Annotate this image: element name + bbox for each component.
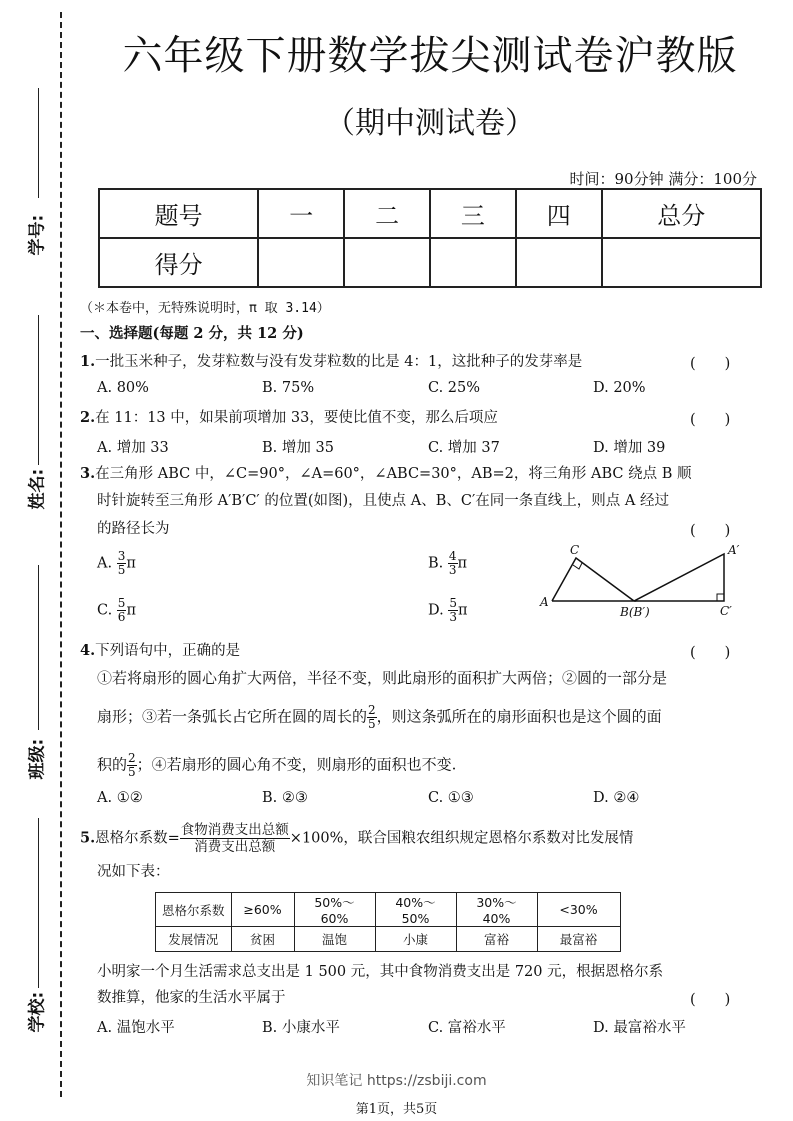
score-input-cell[interactable]: [344, 238, 430, 287]
question-text: 恩格尔系数=: [95, 830, 180, 847]
option-c: C. 富裕水平: [428, 1020, 506, 1036]
score-input-cell[interactable]: [430, 238, 516, 287]
option-b: [428, 550, 467, 577]
pi-symbol: π: [126, 602, 136, 619]
label-c: C: [570, 543, 580, 557]
question-5: [80, 822, 633, 855]
score-input-cell[interactable]: [602, 238, 761, 287]
score-table: [98, 188, 762, 288]
answer-bracket[interactable]: ( ): [690, 992, 731, 1008]
page-number: 第1页，共5页: [355, 1102, 438, 1117]
score-cell: 三: [430, 189, 516, 238]
question-number: 5.: [80, 829, 96, 847]
option-a: [97, 550, 136, 577]
student-no-line: [38, 88, 39, 198]
question-text: 在三角形 ABC 中，∠C=90°，∠A=60°，∠ABC=30°，AB=2，将三角形 ABC 绕点 B 顺: [95, 466, 692, 482]
question-text: 小明家一个月生活需求总支出是 1 500 元，其中食物消费支出是 720 元，根据恩格尔系: [97, 964, 664, 980]
page-subtitle: （期中测试卷）: [325, 106, 535, 141]
denominator: 3: [449, 610, 457, 624]
table-cell: 小康: [375, 927, 456, 952]
table-cell: 温饱: [294, 927, 375, 952]
option-d: D. 最富裕水平: [593, 1020, 686, 1036]
question-3: [80, 464, 692, 484]
score-cell: 题号: [99, 189, 258, 238]
option-label: A.: [97, 555, 113, 572]
score-cell: 四: [516, 189, 602, 238]
denominator: 6: [117, 610, 126, 624]
answer-bracket[interactable]: ( ): [690, 523, 731, 539]
table-cell: 发展情况: [156, 927, 232, 952]
label-a: A: [540, 595, 549, 609]
statement-line: [97, 752, 456, 779]
option-d: [428, 597, 468, 624]
answer-bracket[interactable]: ( ): [690, 645, 731, 661]
question-1: [80, 352, 582, 372]
option-c: C. 增加 37: [428, 440, 500, 456]
option-label: C.: [97, 602, 113, 619]
triangle-rotation-figure: [530, 540, 750, 620]
score-cell: 一: [258, 189, 344, 238]
label-a-prime: A′: [728, 543, 740, 557]
numerator: 5: [449, 596, 457, 610]
question-text: ×100%，联合国粮农组织规定恩格尔系数对比发展情: [289, 830, 634, 847]
pi-note: （＊本卷中，无特殊说明时，π 取 3.14）: [80, 301, 330, 316]
table-cell: 恩格尔系数: [156, 893, 232, 927]
label-c-prime: C′: [720, 604, 732, 618]
statement-text: ；④若扇形的圆心角不变，则扇形的面积也不变.: [136, 755, 457, 774]
denominator: 5: [128, 765, 136, 779]
table-cell: 贫困: [231, 927, 294, 952]
score-cell: 二: [344, 189, 430, 238]
fraction: [448, 550, 458, 577]
question-number: 3.: [80, 465, 96, 482]
student-no-label: 学号:: [27, 214, 48, 256]
name-line: [38, 315, 39, 465]
statement-text: 扇形；③若一条弧长占它所在圆的周长的: [97, 707, 368, 726]
time-info: 时间：90分钟 满分：100分: [569, 170, 757, 188]
score-input-cell[interactable]: [516, 238, 602, 287]
option-b: B. 增加 35: [262, 440, 334, 456]
fraction: [127, 752, 137, 779]
triangle-a2b2c2: [634, 554, 724, 601]
name-label: 姓名:: [27, 468, 48, 510]
denominator: 消费支出总额: [194, 839, 276, 855]
engel-table: [155, 892, 621, 952]
numerator: 2: [368, 703, 376, 717]
pi-symbol: π: [457, 555, 468, 572]
score-table-score-row: [99, 238, 761, 287]
option-a: A. ①②: [97, 790, 143, 806]
question-text: 一批玉米种子，发芽粒数与没有发芽粒数的比是 4：1，这批种子的发芽率是: [95, 354, 583, 370]
fraction: [448, 597, 458, 624]
section-heading: 一、选择题(每题 2 分，共 12 分): [80, 325, 304, 342]
right-angle-mark-c2: [717, 594, 724, 601]
option-d: D. 增加 39: [593, 440, 666, 456]
option-d: D. ②④: [593, 790, 640, 806]
table-cell: 富裕: [456, 927, 537, 952]
question-2: [80, 408, 498, 428]
numerator: 3: [117, 549, 126, 563]
option-b: B. ②③: [262, 790, 308, 806]
table-cell: <30%: [537, 893, 620, 927]
school-line: [38, 818, 39, 988]
binding-margin: [0, 0, 70, 1121]
score-cell: 得分: [99, 238, 258, 287]
pi-symbol: π: [126, 555, 136, 572]
answer-bracket[interactable]: ( ): [690, 356, 731, 372]
question-text: 的路径长为: [97, 521, 170, 537]
table-row: [156, 893, 621, 927]
table-cell: 30%～40%: [456, 893, 537, 927]
statement-line: ①若将扇形的圆心角扩大两倍，半径不变，则此扇形的面积扩大两倍；②圆的一部分是: [97, 669, 668, 687]
fraction: [117, 550, 127, 577]
triangle-abc: [552, 558, 634, 601]
score-input-cell[interactable]: [258, 238, 344, 287]
question-number: 2.: [80, 409, 96, 426]
statement-line: [97, 704, 662, 731]
option-d: D. 20%: [593, 380, 646, 396]
school-label: 学校:: [27, 991, 48, 1033]
question-number: 4.: [80, 642, 96, 659]
option-label: D.: [428, 602, 444, 619]
option-b: B. 75%: [262, 380, 315, 396]
table-cell: 最富裕: [537, 927, 620, 952]
numerator: 4: [448, 549, 457, 563]
class-label: 班级:: [27, 738, 48, 780]
option-a: A. 温饱水平: [97, 1020, 175, 1036]
table-cell: 50%～60%: [294, 893, 375, 927]
question-text: 下列语句中，正确的是: [95, 643, 241, 659]
answer-bracket[interactable]: ( ): [690, 412, 731, 428]
question-text: 在 11：13 中，如果前项增加 33，要使比值不变，那么后项应: [95, 410, 498, 426]
watermark-link[interactable]: 知识笔记 https://zsbiji.com: [306, 1073, 487, 1089]
table-cell: ≥60%: [231, 893, 294, 927]
question-text: 况如下表：: [97, 864, 170, 880]
option-c: [97, 597, 136, 624]
numerator: 2: [128, 751, 136, 765]
score-cell: 总分: [602, 189, 761, 238]
option-label: B.: [428, 555, 444, 572]
denominator: 3: [448, 563, 457, 577]
denominator: 5: [368, 717, 376, 731]
option-a: A. 增加 33: [97, 440, 169, 456]
statement-text: ，则这条弧所在的扇形面积也是这个圆的面: [376, 707, 662, 726]
option-a: A. 80%: [97, 380, 149, 396]
table-row: [156, 927, 621, 952]
statement-text: 积的: [97, 755, 128, 774]
table-cell: 40%～50%: [375, 893, 456, 927]
option-b: B. 小康水平: [262, 1020, 340, 1036]
fraction: [367, 704, 377, 731]
page-title: 六年级下册数学拔尖测试卷沪教版: [122, 33, 738, 79]
cut-line: [60, 12, 62, 1097]
fraction: [117, 597, 127, 624]
right-angle-mark-c: [573, 563, 582, 569]
question-text: 数推算，他家的生活水平属于: [97, 990, 286, 1006]
question-text: 时针旋转至三角形 A′B′C′ 的位置(如图)，且使点 A、B、C′在同一条直线上，则点 A 经过: [97, 493, 669, 509]
question-4: [80, 641, 240, 661]
class-line: [38, 565, 39, 730]
pi-symbol: π: [457, 602, 468, 619]
score-table-header-row: [99, 189, 761, 238]
option-c: C. 25%: [428, 380, 481, 396]
numerator: 食物消费支出总额: [180, 822, 289, 838]
engel-formula: [180, 822, 290, 855]
label-b: B(B′): [620, 605, 650, 619]
numerator: 5: [117, 596, 126, 610]
denominator: 5: [117, 563, 126, 577]
option-c: C. ①③: [428, 790, 474, 806]
question-number: 1.: [80, 353, 96, 370]
